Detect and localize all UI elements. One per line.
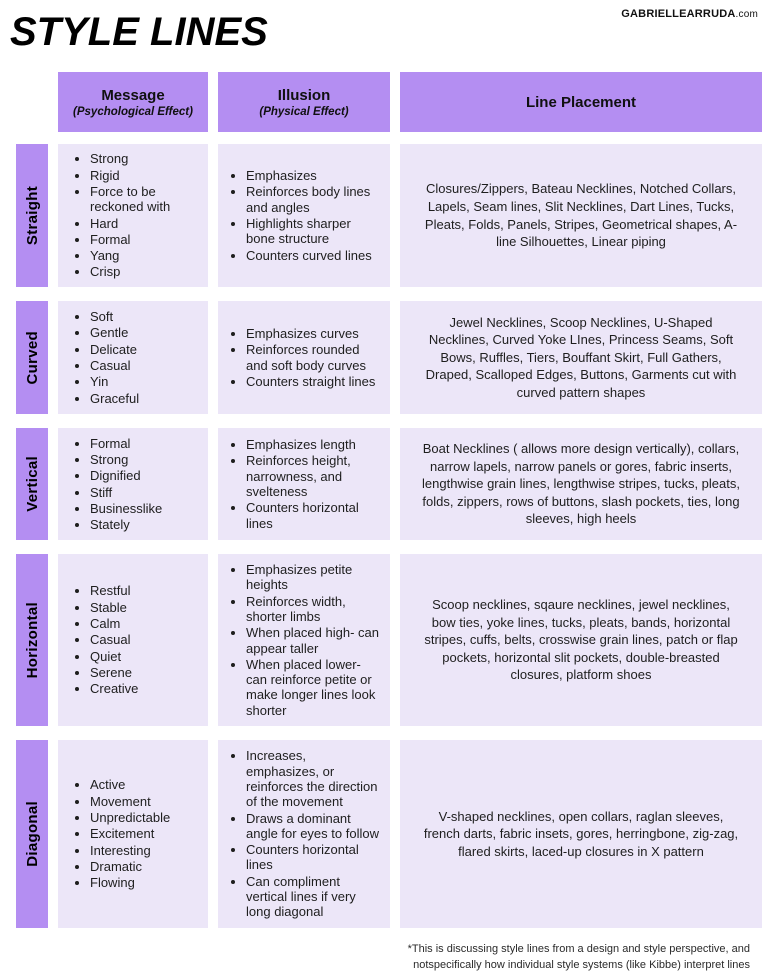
list-item: • Quiet — [90, 649, 200, 664]
illusion-list — [218, 747, 390, 921]
list-item: • Emphasizes — [246, 168, 382, 183]
illusion-cell-horizontal — [218, 554, 390, 726]
list-item: • Gentle — [90, 325, 200, 340]
message-list — [58, 308, 208, 407]
illusion-cell-diagonal — [218, 740, 390, 928]
message-list — [58, 435, 208, 534]
column-header-message — [58, 72, 208, 132]
list-item: • Strong — [90, 151, 200, 166]
list-item: • Stable — [90, 600, 200, 615]
list-item: • Interesting — [90, 843, 200, 858]
row-label-text: Diagonal — [23, 801, 41, 867]
list-item: • Stiff — [90, 485, 200, 500]
list-item: • Delicate — [90, 342, 200, 357]
list-item: • Reinforces body lines and angles — [246, 184, 382, 215]
list-item: • When placed lower- can reinforce petite or make longer lines look shorter — [246, 657, 382, 718]
list-item: • Can compliment vertical lines if very long diagonal — [246, 874, 382, 920]
row-label-diagonal — [16, 740, 48, 928]
style-lines-table — [16, 72, 760, 974]
placement-cell-vertical — [400, 428, 762, 540]
list-item: • Increases, emphasizes, or reinforces the direction of the movement — [246, 748, 382, 809]
list-item: • Stately — [90, 517, 200, 532]
message-cell-horizontal — [58, 554, 208, 726]
column-header-illusion-title: Illusion — [277, 86, 331, 104]
placement-text: Jewel Necklines, Scoop Necklines, U-Shaped Necklines, Curved Yoke LInes, Princess Seams, Soft Bows, Ruffles, Tiers, Bouffant Skirt, Full Gathers, Draped, Scalloped Edges, Buttons, Garments cut with curved pattern shapes — [425, 314, 737, 400]
list-item: • Highlights sharper bone structure — [246, 216, 382, 247]
list-item: • Reinforces rounded and soft body curves — [246, 342, 382, 373]
column-header-illusion — [218, 72, 390, 132]
table-row-straight — [16, 144, 760, 287]
row-label-horizontal — [16, 554, 48, 726]
row-label-text: Straight — [23, 185, 41, 246]
message-cell-diagonal — [58, 740, 208, 928]
list-item: • Emphasizes petite heights — [246, 562, 382, 593]
list-item: • Formal — [90, 232, 200, 247]
illusion-list — [218, 436, 390, 532]
placement-text: Closures/Zippers, Bateau Necklines, Notched Collars, Lapels, Seam lines, Slit Necklines, Dart Lines, Tucks, Pleats, Folds, Panels, Stripes, Geometrical shapes, A-line Silhouettes, Linear piping — [424, 181, 738, 250]
message-list — [58, 776, 208, 891]
illusion-cell-curved — [218, 301, 390, 414]
list-item: • Yang — [90, 248, 200, 263]
list-item: • Movement — [90, 794, 200, 809]
column-header-message-title: Message — [101, 86, 165, 104]
table-header-row — [16, 72, 760, 132]
column-header-placement — [400, 72, 762, 132]
footnote-line-1: *This is discussing style lines from a design and style perspective, and — [407, 943, 750, 955]
message-cell-curved — [58, 301, 208, 414]
message-list — [58, 150, 208, 281]
site-credit-suffix: .com — [735, 9, 758, 20]
list-item: • Counters horizontal lines — [246, 500, 382, 531]
table-row-curved — [16, 301, 760, 414]
list-item: • Strong — [90, 452, 200, 467]
header-spacer — [16, 72, 48, 132]
list-item: • Reinforces height, narrowness, and svelteness — [246, 453, 382, 499]
list-item: • Dignified — [90, 468, 200, 483]
list-item: • Flowing — [90, 875, 200, 890]
page-title: STYLE LINES — [10, 10, 268, 54]
placement-cell-curved — [400, 301, 762, 414]
list-item: • Casual — [90, 632, 200, 647]
table-row-diagonal — [16, 740, 760, 928]
list-item: • Reinforces width, shorter limbs — [246, 594, 382, 625]
list-item: • Counters curved lines — [246, 248, 382, 263]
list-item: • Yin — [90, 374, 200, 389]
list-item: • Serene — [90, 665, 200, 680]
list-item: • Crisp — [90, 264, 200, 279]
list-item: • Excitement — [90, 826, 200, 841]
list-item: • Rigid — [90, 168, 200, 183]
list-item: • When placed high- can appear taller — [246, 625, 382, 656]
list-item: • Emphasizes length — [246, 437, 382, 452]
list-item: • Counters straight lines — [246, 374, 382, 389]
placement-cell-horizontal — [400, 554, 762, 726]
message-cell-vertical — [58, 428, 208, 540]
table-row-horizontal — [16, 554, 760, 726]
row-label-text: Vertical — [23, 456, 41, 512]
column-header-message-subtitle: (Psychological Effect) — [73, 105, 193, 118]
list-item: • Formal — [90, 436, 200, 451]
list-item: • Hard — [90, 216, 200, 231]
illusion-list — [218, 167, 390, 264]
row-label-text: Horizontal — [23, 601, 41, 679]
placement-text: Boat Necklines ( allows more design vertically), collars, narrow lapels, narrow panels or gores, fabric inserts, lengthwise grain lines, lengthwise stripes, tucks, pleats, folds, zippers, rows of buttons, slash pockets, ties, long sleeves, high heels — [422, 441, 740, 527]
illusion-cell-vertical — [218, 428, 390, 540]
placement-text: V-shaped necklines, open collars, raglan sleeves, french darts, fabric insets, gores, herringbone, zig-zag, flared skirts, laced-up closures in X pattern — [423, 808, 739, 859]
list-item: • Restful — [90, 583, 200, 598]
placement-text: Scoop necklines, sqaure necklines, jewel necklines, bow ties, yoke lines, tucks, pleats, bands, horizontal stripes, cuffs, belts, crosswise grain lines, patch or flap pockets, horizontal slit pockets, double-breasted closures, platform shoes — [424, 597, 738, 683]
row-label-curved — [16, 301, 48, 414]
site-credit — [621, 8, 758, 20]
list-item: • Active — [90, 777, 200, 792]
table-row-vertical — [16, 428, 760, 540]
page-header — [0, 0, 768, 52]
list-item: • Draws a dominant angle for eyes to follow — [246, 811, 382, 842]
footnote — [16, 942, 750, 974]
column-header-placement-title: Line Placement — [525, 93, 637, 111]
column-header-illusion-subtitle: (Physical Effect) — [259, 105, 349, 118]
message-list — [58, 582, 208, 697]
list-item: • Soft — [90, 309, 200, 324]
row-label-straight — [16, 144, 48, 287]
list-item: • Creative — [90, 681, 200, 696]
message-cell-straight — [58, 144, 208, 287]
placement-cell-diagonal — [400, 740, 762, 928]
list-item: • Casual — [90, 358, 200, 373]
list-item: • Force to be reckoned with — [90, 184, 200, 215]
list-item: • Emphasizes curves — [246, 326, 382, 341]
list-item: • Graceful — [90, 391, 200, 406]
row-label-text: Curved — [23, 330, 41, 385]
site-credit-name: GABRIELLEARRUDA — [621, 8, 736, 20]
row-label-vertical — [16, 428, 48, 540]
illusion-list — [218, 325, 390, 390]
placement-cell-straight — [400, 144, 762, 287]
illusion-list — [218, 561, 390, 719]
list-item: • Calm — [90, 616, 200, 631]
list-item: • Businesslike — [90, 501, 200, 516]
illusion-cell-straight — [218, 144, 390, 287]
list-item: • Dramatic — [90, 859, 200, 874]
list-item: • Unpredictable — [90, 810, 200, 825]
footnote-line-2: notspecifically how individual style systems (like Kibbe) interpret lines — [413, 958, 750, 971]
list-item: • Counters horizontal lines — [246, 842, 382, 873]
